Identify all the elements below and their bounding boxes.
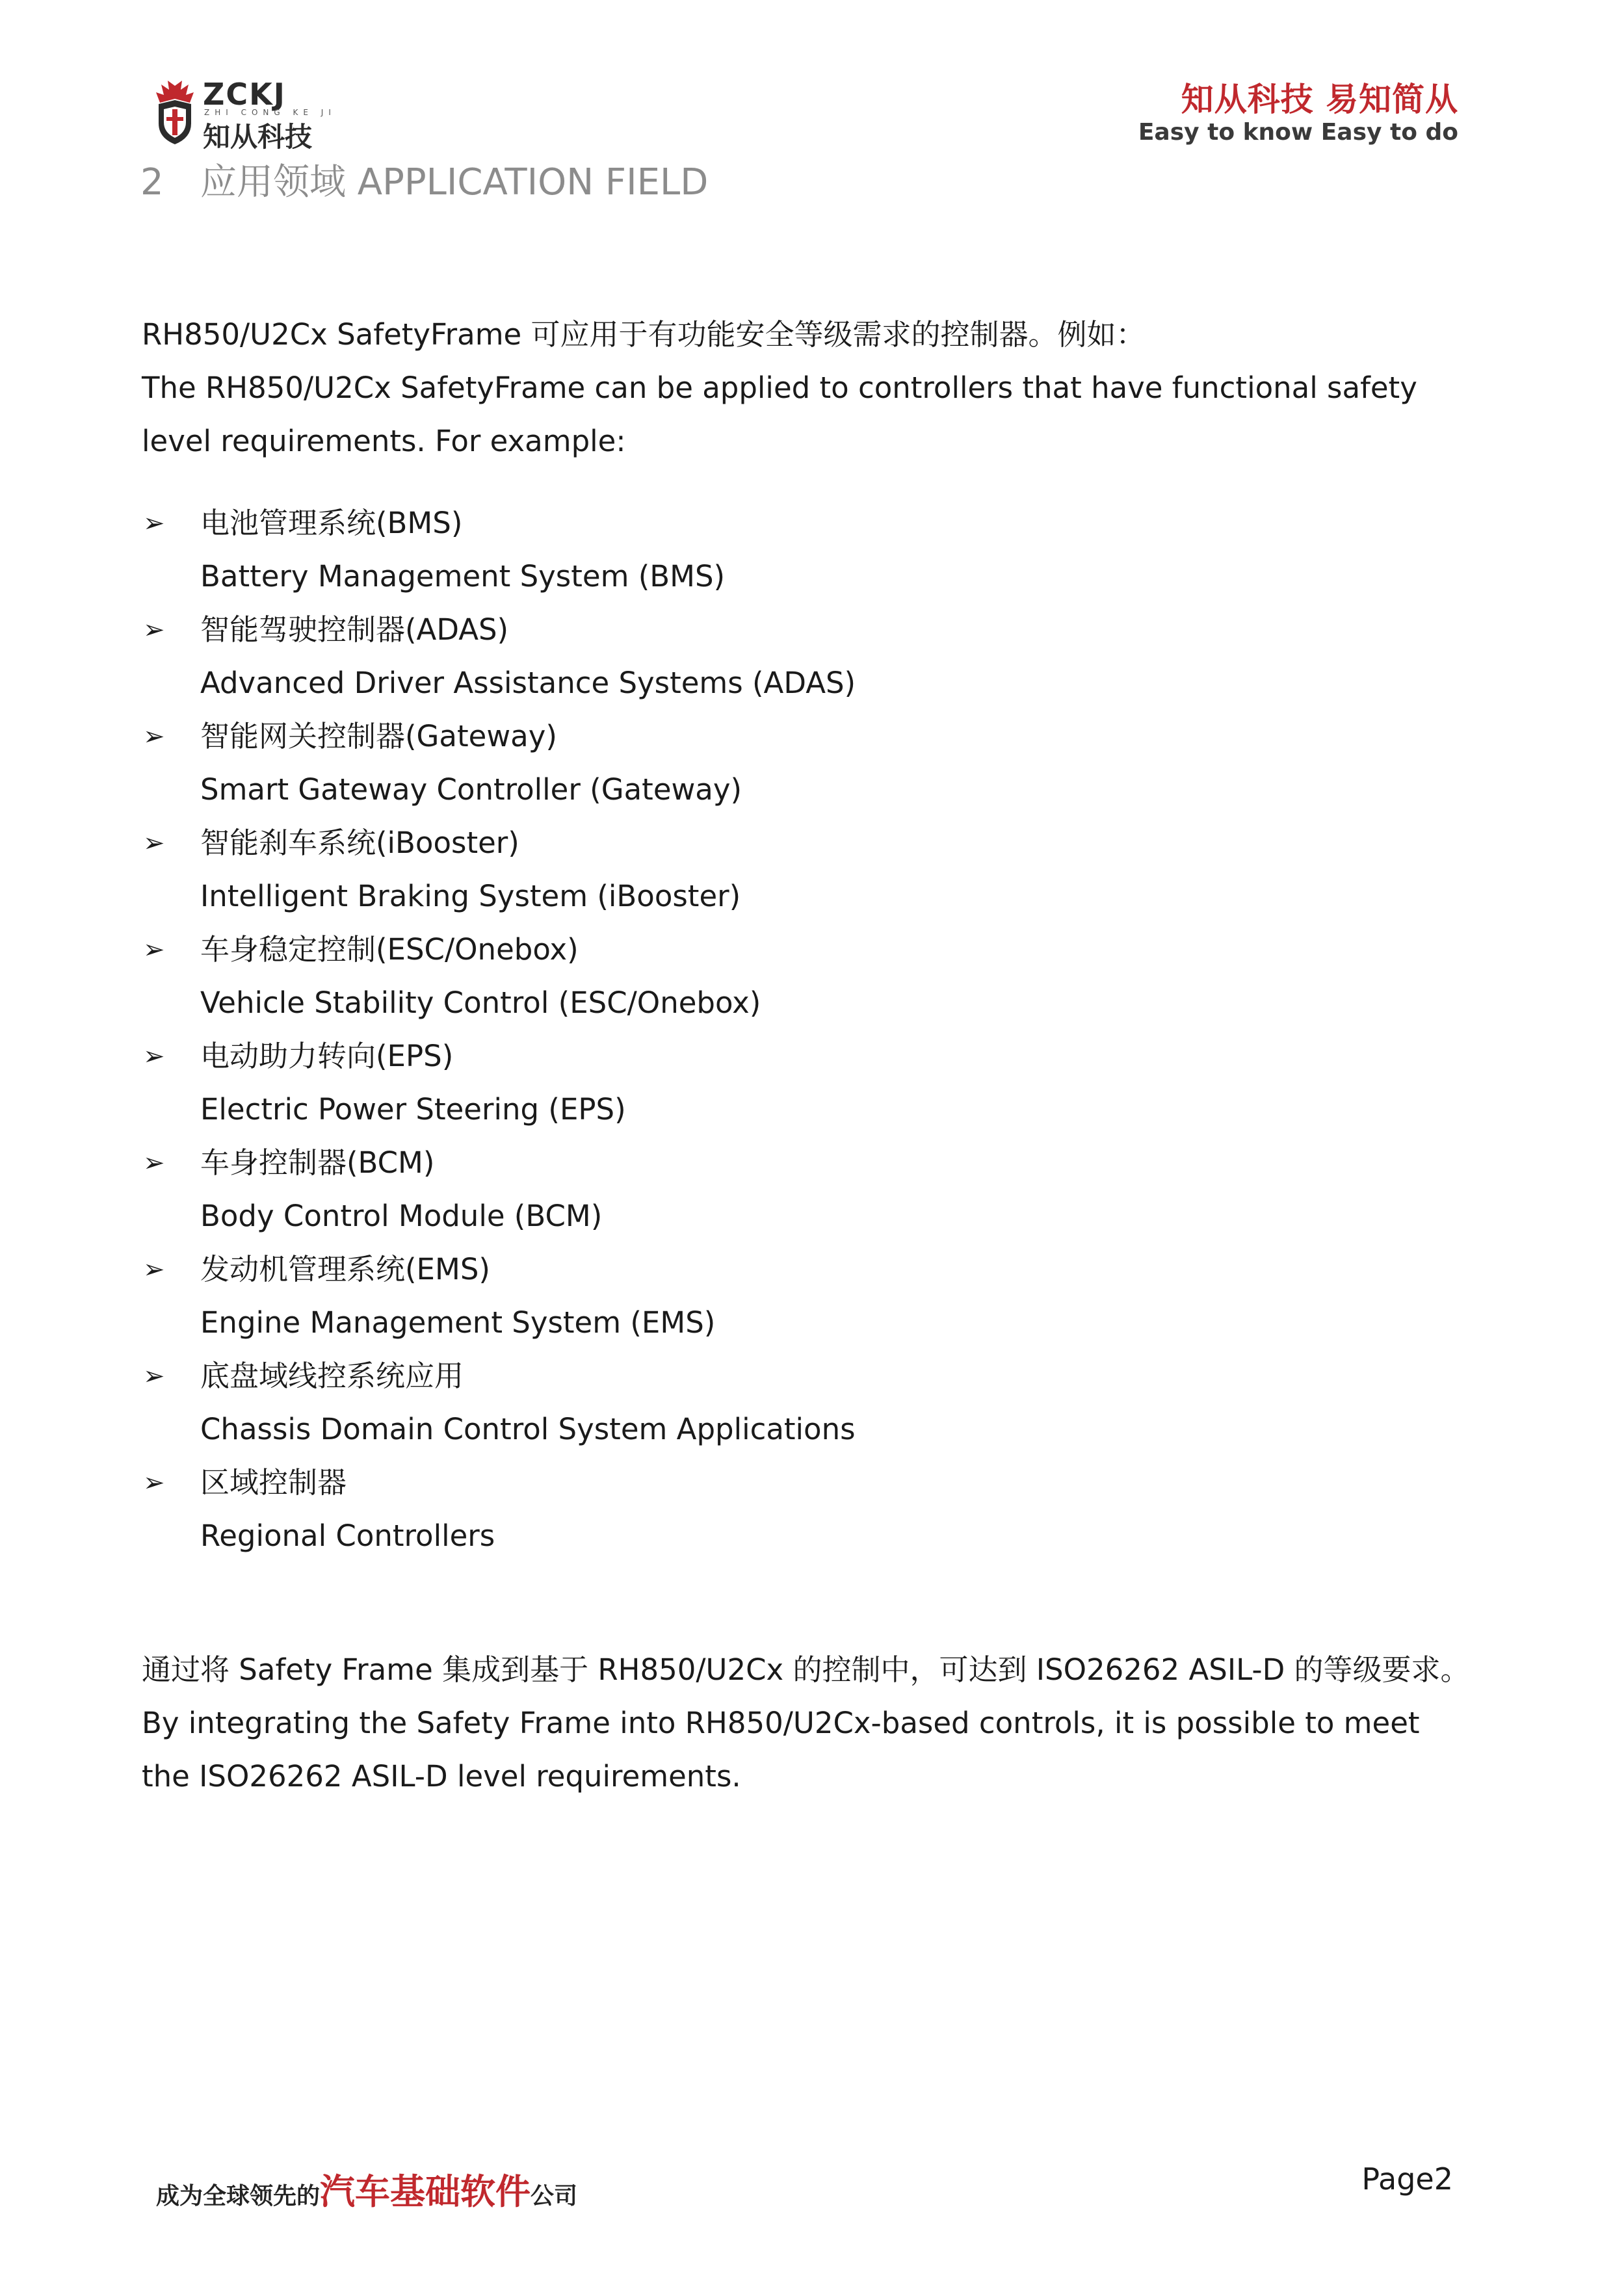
list-item-cn: 智能驾驶控制器(ADAS) xyxy=(200,612,509,647)
footer-tagline xyxy=(156,2172,577,2216)
company-logo xyxy=(155,77,343,153)
list-item-cn: 区域控制器 xyxy=(200,1465,347,1500)
arrow-bullet-icon: ➢ xyxy=(143,1148,165,1178)
arrow-bullet-icon: ➢ xyxy=(143,828,165,858)
list-item xyxy=(142,816,1475,923)
intro-cn: RH850/U2Cx SafetyFrame 可应用于有功能安全等级需求的控制器。例如： xyxy=(142,317,1146,352)
conclusion-en: By integrating the Safety Frame into RH850/U2Cx-based controls, it is possible to meet the ISO26262 ASIL-D level requirements. xyxy=(142,1706,1420,1794)
slogan-en: Easy to know Easy to do xyxy=(1138,119,1458,146)
logo-emblem-icon xyxy=(155,81,195,146)
list-item-cn: 发动机管理系统(EMS) xyxy=(200,1252,490,1286)
slogan-cn: 知从科技 易知简从 xyxy=(1181,81,1458,118)
list-item-cn: 车身控制器(BCM) xyxy=(200,1145,435,1180)
section-heading xyxy=(140,160,708,205)
list-item-cn: 电动助力转向(EPS) xyxy=(200,1039,454,1073)
list-item xyxy=(142,497,1475,603)
conclusion-paragraph xyxy=(142,1643,1475,1803)
list-item-cn: 智能刹车系统(iBooster) xyxy=(200,826,519,860)
list-item-cn: 车身稳定控制(ESC/Onebox) xyxy=(200,932,579,967)
list-item xyxy=(142,603,1475,710)
arrow-bullet-icon: ➢ xyxy=(143,1468,165,1498)
list-item-en: Engine Management System (EMS) xyxy=(200,1305,716,1340)
application-list xyxy=(142,497,1475,1563)
arrow-bullet-icon: ➢ xyxy=(143,508,165,538)
section-number: 2 xyxy=(140,161,164,203)
list-item-en: Smart Gateway Controller (Gateway) xyxy=(200,772,742,807)
conclusion-cn: 通过将 Safety Frame 集成到基于 RH850/U2Cx 的控制中，可达到 ISO26262 ASIL-D 的等级要求。 xyxy=(142,1652,1470,1687)
tagline-suffix: 公司 xyxy=(531,2183,578,2210)
list-item-cn: 底盘域线控系统应用 xyxy=(200,1359,464,1393)
list-item-cn: 智能网关控制器(Gateway) xyxy=(200,719,557,753)
arrow-bullet-icon: ➢ xyxy=(143,722,165,751)
page-number: Page2 xyxy=(1361,2161,1453,2197)
intro-en: The RH850/U2Cx SafetyFrame can be applied to controllers that have functional safety level requirements. For example: xyxy=(142,371,1417,458)
list-item-en: Advanced Driver Assistance Systems (ADAS) xyxy=(200,666,856,700)
logo-text-cn: 知从科技 xyxy=(203,121,313,153)
list-item-en: Battery Management System (BMS) xyxy=(200,559,726,594)
header-slogan xyxy=(1138,81,1458,147)
tagline-highlight: 汽车基础软件 xyxy=(320,2171,531,2212)
intro-paragraph xyxy=(142,308,1475,468)
arrow-bullet-icon: ➢ xyxy=(143,1255,165,1285)
arrow-bullet-icon: ➢ xyxy=(143,1041,165,1071)
list-item-en: Body Control Module (BCM) xyxy=(200,1199,603,1233)
list-item xyxy=(142,1350,1475,1456)
arrow-bullet-icon: ➢ xyxy=(143,935,165,965)
list-item xyxy=(142,1030,1475,1136)
list-item xyxy=(142,1243,1475,1350)
list-item xyxy=(142,1456,1475,1563)
list-item-en: Electric Power Steering (EPS) xyxy=(200,1092,626,1127)
arrow-bullet-icon: ➢ xyxy=(143,1361,165,1391)
list-item xyxy=(142,710,1475,816)
list-item-en: Vehicle Stability Control (ESC/Onebox) xyxy=(200,985,761,1020)
list-item-en: Intelligent Braking System (iBooster) xyxy=(200,879,741,913)
logo-text-en: ZCKJ xyxy=(203,77,286,112)
list-item xyxy=(142,1136,1475,1243)
list-item-cn: 电池管理系统(BMS) xyxy=(200,506,463,540)
logo-subtext: ZHI CONG KE JI xyxy=(204,108,336,117)
tagline-prefix: 成为全球领先的 xyxy=(156,2183,321,2210)
arrow-bullet-icon: ➢ xyxy=(143,615,165,645)
list-item-en: Regional Controllers xyxy=(200,1519,495,1553)
section-title: 应用领域 APPLICATION FIELD xyxy=(200,161,709,203)
list-item-en: Chassis Domain Control System Applications xyxy=(200,1412,856,1446)
list-item xyxy=(142,923,1475,1030)
